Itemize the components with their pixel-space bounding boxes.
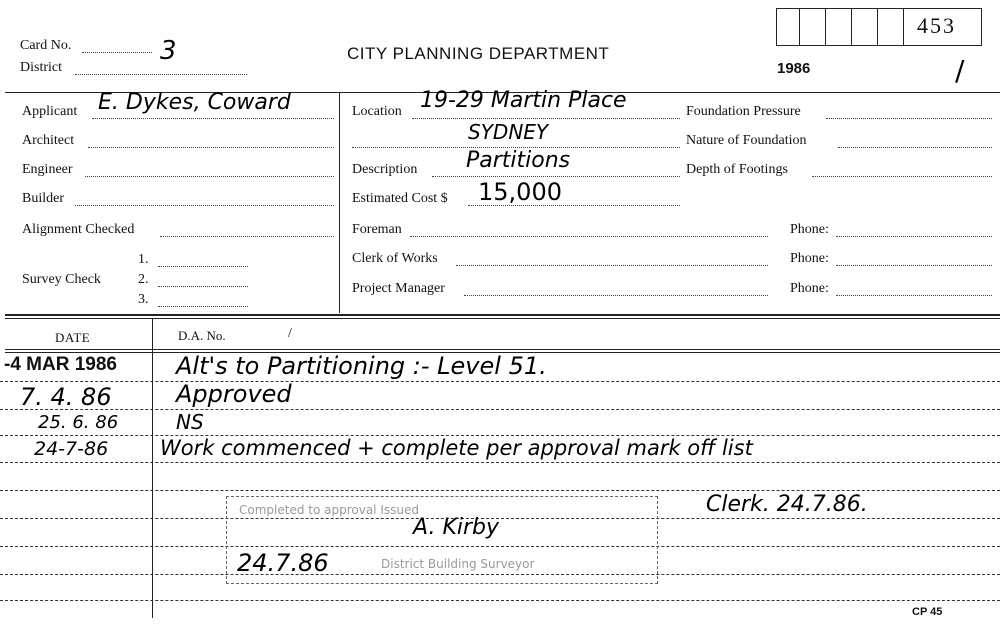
survey-2: 2. — [138, 272, 149, 287]
engineer-label: Engineer — [22, 162, 73, 177]
description-value: Partitions — [466, 148, 571, 173]
phone-label-3: Phone: — [790, 281, 829, 296]
card-number-box — [776, 8, 982, 46]
pm-label: Project Manager — [352, 281, 445, 296]
ruled-line — [0, 462, 1000, 463]
builder-label: Builder — [22, 191, 64, 206]
card-no-label: Card No. — [20, 38, 72, 53]
foreman-label: Foreman — [352, 222, 402, 237]
card-no-value: 3 — [160, 36, 177, 66]
architect-label: Architect — [22, 133, 75, 148]
log-row-text: NS — [176, 410, 204, 434]
card-sub-number: / — [955, 54, 965, 87]
log-row-date: -4 MAR 1986 — [4, 354, 117, 375]
applicant-dots — [92, 118, 334, 119]
ruled-line — [0, 600, 1000, 601]
fields-divider — [339, 93, 340, 313]
stamp-line-2: District Building Surveyor — [381, 557, 535, 571]
architect-dots — [88, 147, 334, 148]
nature-label: Nature of Foundation — [686, 133, 807, 148]
form-code: CP 45 — [912, 606, 943, 618]
location-dots — [412, 118, 680, 119]
cost-value: 15,000 — [478, 178, 562, 206]
log-row-text: Work commenced + complete per approval mark off list — [160, 436, 753, 460]
phone-dots-2 — [836, 265, 992, 266]
phone-label-2: Phone: — [790, 251, 829, 266]
depth-label: Depth of Footings — [686, 162, 788, 177]
survey-1-dots — [158, 266, 248, 267]
clerk-dots — [456, 265, 768, 266]
depth-dots — [812, 176, 992, 177]
location-label: Location — [352, 104, 402, 119]
clerk-note: Clerk. 24.7.86. — [706, 492, 868, 517]
phone-dots-1 — [836, 236, 992, 237]
phone-label-1: Phone: — [790, 222, 829, 237]
ruled-line — [0, 490, 1000, 491]
applicant-label: Applicant — [22, 104, 78, 119]
approval-stamp — [226, 496, 658, 584]
page-title: CITY PLANNING DEPARTMENT — [347, 44, 610, 63]
foundation-pressure-dots — [826, 118, 992, 119]
pm-dots — [464, 295, 768, 296]
district-dots — [75, 74, 247, 75]
stamp-signature: A. Kirby — [413, 515, 500, 540]
builder-dots — [75, 205, 334, 206]
applicant-value: E. Dykes, Coward — [98, 90, 291, 115]
stamp-line-1: Completed to approval Issued — [239, 503, 419, 517]
year-label: 1986 — [777, 60, 811, 77]
nature-dots — [838, 147, 992, 148]
foreman-dots — [410, 236, 768, 237]
log-row-text: Approved — [176, 380, 292, 408]
ruled-line — [0, 409, 1000, 410]
alignment-dots — [160, 236, 334, 237]
engineer-dots — [85, 176, 334, 177]
ruled-line — [0, 381, 1000, 382]
date-header: DATE — [55, 330, 91, 345]
description-label: Description — [352, 162, 418, 177]
description-dots — [432, 176, 680, 177]
da-header: D.A. No. — [178, 328, 226, 343]
log-header-rule — [5, 349, 1000, 350]
log-row-date: 7. 4. 86 — [20, 383, 112, 411]
survey-2-dots — [158, 286, 248, 287]
phone-dots-3 — [836, 295, 992, 296]
card-number: 453 — [917, 13, 956, 38]
log-row-date: 25. 6. 86 — [38, 412, 119, 433]
card-no-dots — [82, 52, 152, 53]
clerk-label: Clerk of Works — [352, 251, 438, 266]
log-row-text: Alt's to Partitioning :- Level 51. — [176, 352, 547, 380]
survey-3-dots — [158, 306, 248, 307]
alignment-label: Alignment Checked — [22, 222, 135, 237]
district-label: District — [20, 60, 62, 75]
da-value: / — [288, 326, 292, 341]
date-column-divider — [152, 318, 153, 618]
log-top-divider — [5, 314, 1000, 316]
log-row-date: 24-7-86 — [34, 438, 109, 460]
location-value-2: SYDNEY — [468, 120, 549, 144]
stamp-date: 24.7.86 — [237, 549, 329, 577]
location-value: 19-29 Martin Place — [420, 88, 627, 113]
survey-3: 3. — [138, 292, 149, 307]
survey-label: Survey Check — [22, 272, 101, 287]
cost-label: Estimated Cost $ — [352, 191, 448, 206]
survey-1: 1. — [138, 252, 149, 267]
foundation-pressure-label: Foundation Pressure — [686, 104, 801, 119]
log-top-divider-2 — [5, 318, 1000, 319]
